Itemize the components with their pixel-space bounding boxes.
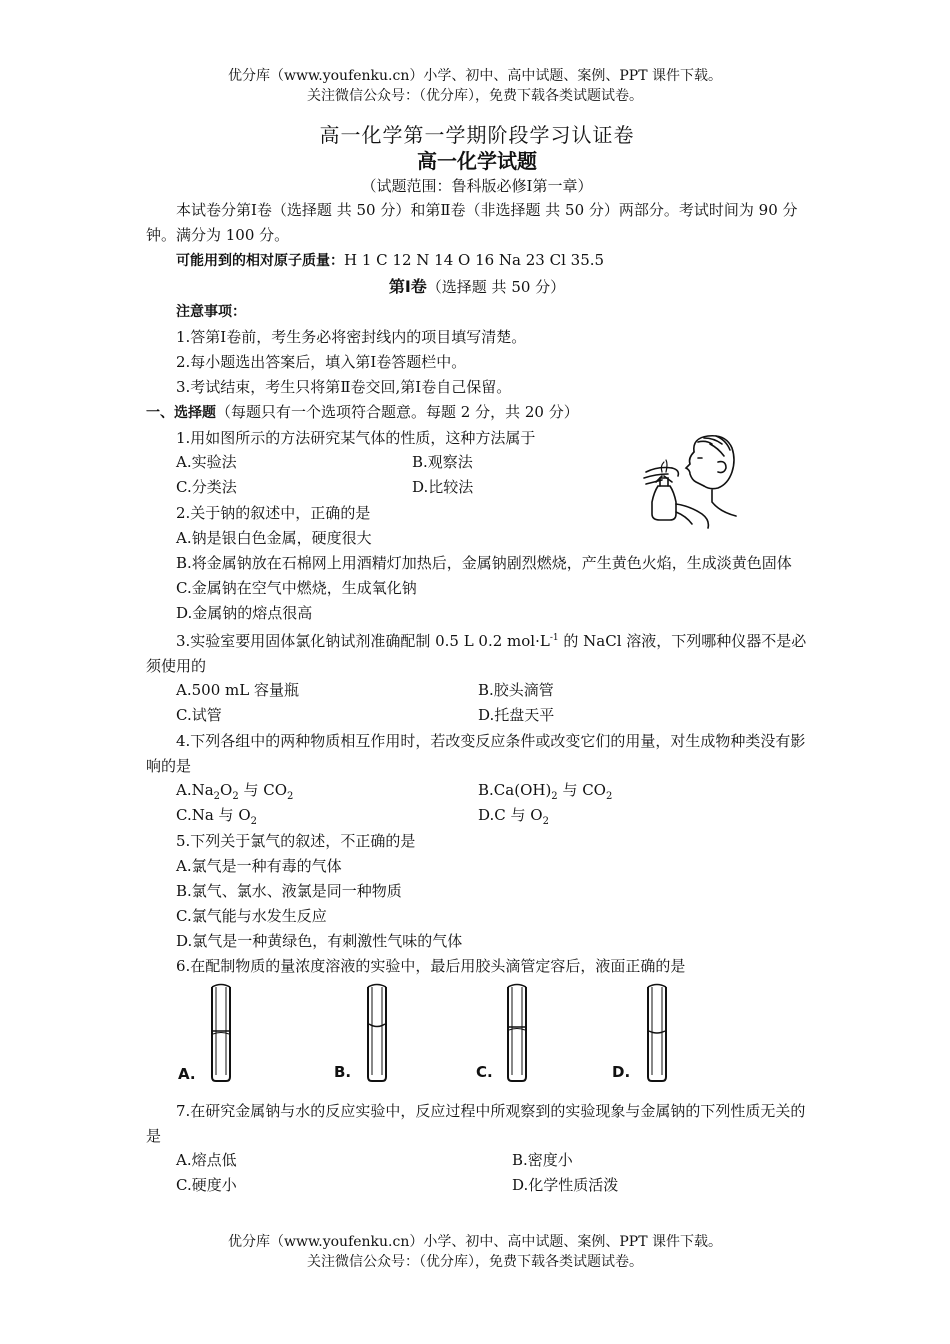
atomic-mass-values: H 1 C 12 N 14 O 16 Na 23 Cl 35.5 — [344, 251, 605, 269]
q3-stem — [146, 626, 808, 679]
q3-stem-part-2: 的 NaCl 溶液，下列哪种仪器不是必须使用的 — [146, 632, 807, 675]
q7-option-c: C.硬度小 — [176, 1176, 237, 1194]
q7-option-b: B.密度小 — [512, 1151, 573, 1169]
q2-option-b: B.将金属钠放在石棉网上用酒精灯加热后，金属钠剧烈燃烧，产生黄色火焰，生成淡黄色固体 — [176, 554, 792, 572]
volume-1-label: 第Ⅰ卷 — [388, 277, 427, 296]
tube-c — [508, 985, 526, 1082]
q5-option-d: D.氯气是一种黄绿色，有刺激性气味的气体 — [176, 932, 463, 950]
volume-1-note: （选择题 共 50 分） — [426, 278, 566, 296]
header-line-1: 优分库（www.youfenku.cn）小学、初中、高中试题、案例、PPT 课件下载。 — [227, 68, 722, 84]
tube-a — [212, 985, 230, 1082]
tube-b — [368, 985, 386, 1082]
section-1-title: 一、选择题 — [146, 405, 216, 421]
note-item: 2.每小题选出答案后，填入第Ⅰ卷答题栏中。 — [176, 353, 467, 371]
q4-options-row-1 — [146, 779, 808, 804]
atomic-mass-line — [146, 248, 808, 274]
footer — [0, 1232, 950, 1272]
q1-option-c: C.分类法 — [176, 478, 237, 496]
person-smelling-gas-illustration — [632, 432, 742, 532]
q4-option-a: $A.Na_2O_2$ 与 $CO_2$ — [176, 781, 294, 802]
q7-options-row-1 — [146, 1149, 808, 1174]
q1-stem: 1.用如图所示的方法研究某气体的性质，这种方法属于 — [176, 429, 536, 447]
intro-text: 本试卷分第Ⅰ卷（选择题 共 50 分）和第Ⅱ卷（非选择题 共 50 分）两部分。考试时间为 90 分钟。满分为 100 分。 — [146, 201, 798, 244]
notes-heading: 注意事项： — [176, 304, 246, 320]
footer-line-2: 关注微信公众号：（优分库），免费下载各类试题试卷。 — [307, 1254, 643, 1270]
q7-option-d: D.化学性质活泼 — [512, 1176, 619, 1194]
section-1-heading — [146, 400, 808, 426]
q5-option-a: A.氯气是一种有毒的气体 — [176, 857, 342, 875]
q2-stem: 2.关于钠的叙述中，正确的是 — [176, 504, 371, 522]
q3-option-d: D.托盘天平 — [478, 706, 555, 724]
q5-option-c: C.氯气能与水发生反应 — [176, 907, 327, 925]
q3-option-a: A.500 mL 容量瓶 — [176, 681, 299, 699]
tube-label-c: C. — [476, 1063, 493, 1081]
q2-option-d: D.金属钠的熔点很高 — [176, 604, 313, 622]
exam-title: 高一化学第一学期阶段学习认证卷 — [319, 123, 635, 147]
q4-option-c: C.Na 与 $O_2$ — [176, 806, 257, 827]
q3-options-row-1 — [146, 679, 808, 704]
q4-options-row-2 — [146, 804, 808, 829]
note-item: 1.答第Ⅰ卷前，考生务必将密封线内的项目填写清楚。 — [176, 328, 527, 346]
header-line-2: 关注微信公众号：（优分库），免费下载各类试题试卷。 — [307, 88, 643, 104]
q2-option-c: C.金属钠在空气中燃烧，生成氧化钠 — [176, 579, 417, 597]
q3-option-b: B.胶头滴管 — [478, 681, 554, 699]
q6-tube-figure — [146, 981, 808, 1099]
wafting-gas-figure — [632, 432, 742, 536]
atomic-mass-label: 可能用到的相对原子质量： — [176, 253, 344, 269]
q7-options-row-2 — [146, 1174, 808, 1199]
tube-label-a: A. — [178, 1065, 196, 1083]
q3-stem-part-1: 3.实验室要用固体氯化钠试剂准确配制 0.5 L 0.2 mol·L — [176, 632, 550, 650]
q6-stem: 6.在配制物质的量浓度溶液的实验中，最后用胶头滴管定容后，液面正确的是 — [176, 957, 686, 975]
q4-option-b: $B.Ca(OH)_2$ 与 $CO_2$ — [478, 781, 613, 802]
q5-stem: 5.下列关于氯气的叙述，不正确的是 — [176, 832, 416, 850]
q4-option-d: D.C 与 $O_2$ — [478, 806, 549, 827]
q4-stem: 4.下列各组中的两种物质相互作用时，若改变反应条件或改变它们的用量，对生成物种类没有影响的是 — [146, 732, 806, 775]
tube-label-b: B. — [334, 1063, 352, 1081]
q7-option-a: A.熔点低 — [176, 1151, 237, 1169]
note-item: 3.考试结束，考生只将第Ⅱ卷交回,第Ⅰ卷自己保留。 — [176, 378, 512, 396]
section-1-note: （每题只有一个选项符合题意。每题 2 分，共 20 分） — [216, 403, 579, 421]
q2-option-a: A.钠是银白色金属，硬度很大 — [176, 529, 372, 547]
q1-option-a: A.实验法 — [176, 453, 237, 471]
q1-option-d: D.比较法 — [412, 478, 474, 496]
q3-option-c: C.试管 — [176, 706, 222, 724]
tube-label-d: D. — [612, 1063, 631, 1081]
header — [0, 66, 950, 106]
q3-options-row-2 — [146, 704, 808, 729]
q3-stem-superscript: -1 — [549, 633, 559, 643]
tube-d — [648, 985, 666, 1082]
footer-line-1: 优分库（www.youfenku.cn）小学、初中、高中试题、案例、PPT 课件下载。 — [227, 1234, 722, 1250]
volume-1-heading — [146, 274, 808, 300]
q7-stem: 7.在研究金属钠与水的反应实验中，反应过程中所观察到的实验现象与金属钠的下列性质无关的是 — [146, 1102, 806, 1145]
exam-page — [146, 122, 808, 1199]
q1-option-b: B.观察法 — [412, 453, 473, 471]
exam-subtitle: 高一化学试题 — [417, 149, 537, 173]
exam-scope: （试题范围：鲁科版必修Ⅰ第一章） — [361, 177, 593, 195]
q5-option-b: B.氯气、氯水、液氯是同一种物质 — [176, 882, 402, 900]
flask-neck-diagram — [146, 981, 706, 1099]
